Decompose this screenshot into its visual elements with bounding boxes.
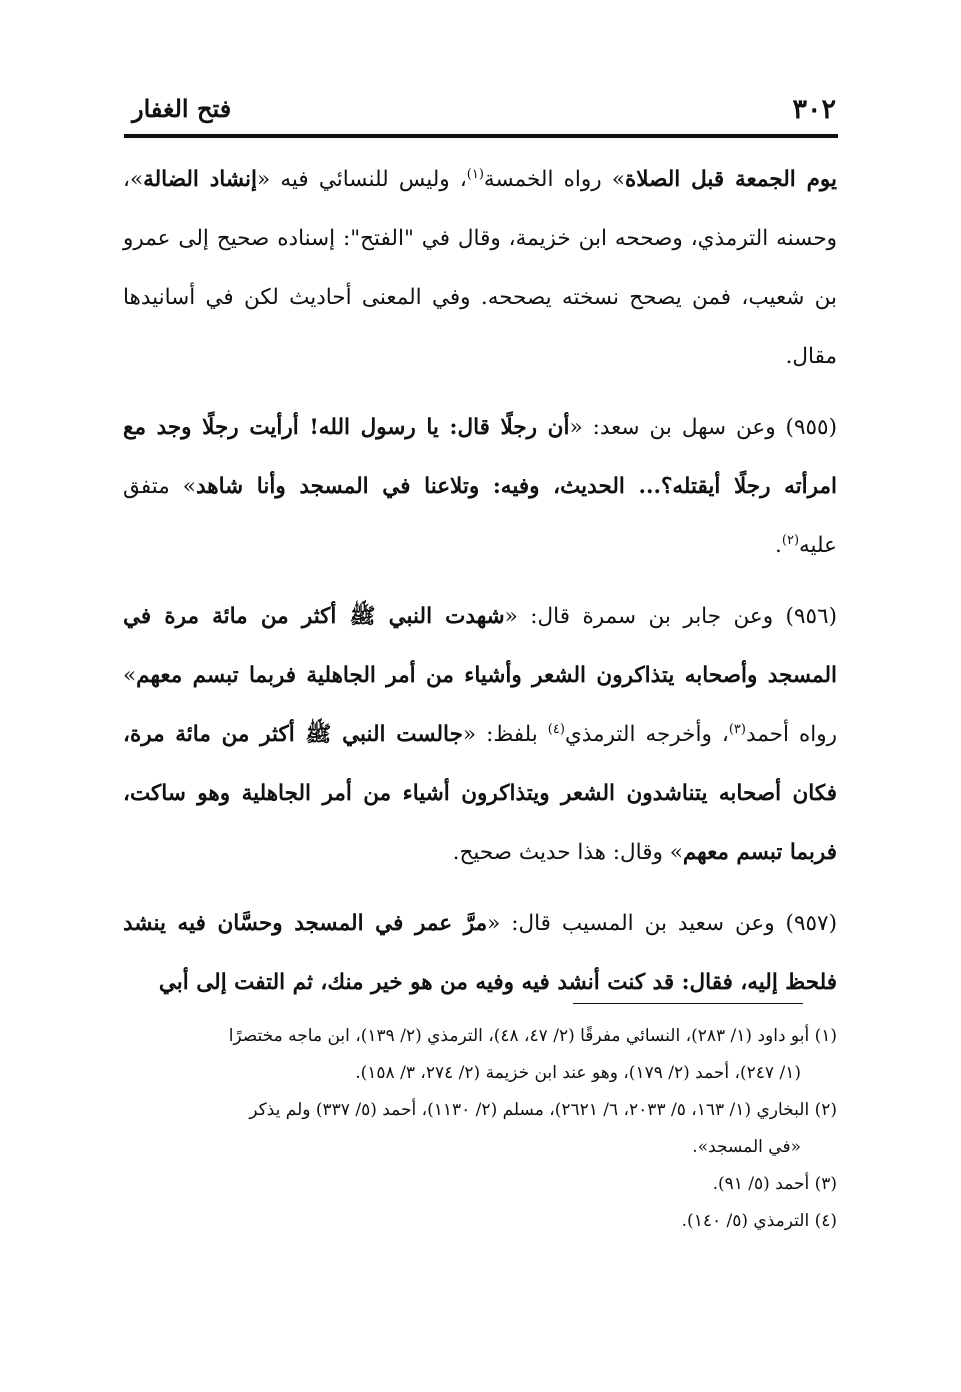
main-text: [123, 150, 837, 1012]
hadith-957: [123, 894, 837, 1012]
commentary-text: »، وحسنه الترمذي، وصححه ابن خزيمة، وقال في "الفتح": إسناده صحيح إلى عمرو بن شعيب، فمن يصحح نسخته يصححه. وفي المعنى أحاديث لكن في أسانيدها مقال.: [123, 167, 837, 369]
footnote-2: (٢) البخاري (١/ ١٦٣، ٥/ ٢٠٣٣، ٦/ ٢٦٢١)، مسلم (٢/ ١١٣٠)، أحمد (٥/ ٣٣٧) ولم يذكر: [249, 1100, 837, 1120]
footnote-1: (١) أبو داود (١/ ٢٨٣)، النسائي مفرقًا (٢/ ٤٧، ٤٨)، الترمذي (٢/ ١٣٩)، ابن ماجه مختصرًا: [228, 1026, 837, 1046]
commentary-text: » رواه الخمسة: [483, 167, 626, 192]
footnote-ref-2[interactable]: (٢): [781, 532, 800, 548]
header-divider: [124, 134, 838, 138]
hadith-intro: (٩٥٥) وعن سهل بن سعد: «: [569, 415, 837, 440]
hadith-text: أن رجلًا قال: يا رسول الله! أرأيت رجلًا وجد مع امرأته رجلًا أيقتله؟... الحديث، وفيه: وتلاعنا في المسجد وأنا شاهد: [123, 415, 837, 499]
commentary-text: » رواه أحمد: [123, 663, 837, 747]
footnote-ref-4[interactable]: (٤): [547, 721, 565, 737]
footnote-2-continuation: «في المسجد».: [692, 1137, 801, 1157]
footnote-3: (٣) أحمد (٥/ ٩١).: [712, 1174, 837, 1194]
page-number: ٣٠٢: [792, 94, 836, 125]
hadith-text: إنشاد الضالة: [143, 167, 257, 192]
hadith-text: جالست النبي ﷺ أكثر من مائة مرة، فكان أصحابه يتناشدون الشعر ويتذاكرون أشياء من أمر الجاهلية وهو ساكت، فربما تبسم معهم: [123, 722, 837, 865]
footnotes: [123, 1018, 837, 1240]
punctuation: .: [775, 533, 782, 558]
footnote-1-continuation: (١/ ٢٤٧)، أحمد (٢/ ١٧٩)، وهو عند ابن خزيمة (٢/ ٢٧٤، ٣/ ١٥٨).: [355, 1063, 801, 1083]
commentary-text: » متفق عليه: [123, 474, 837, 558]
footnote-ref-3[interactable]: (٣): [728, 721, 746, 737]
running-header: [126, 92, 836, 136]
commentary-text: ، وأخرجه الترمذي: [564, 722, 729, 747]
hadith-intro: (٩٥٦) وعن جابر بن سمرة قال: «: [504, 604, 837, 629]
hadith-intro: (٩٥٧) وعن سعيد بن المسيب قال: «: [487, 911, 837, 936]
paragraph-continuation: [123, 150, 837, 386]
hadith-955: [123, 398, 837, 575]
commentary-text: » وقال: هذا حديث صحيح.: [452, 840, 683, 865]
hadith-text: شهدت النبي ﷺ أكثر من مائة مرة في المسجد وأصحابه يتذاكرون الشعر وأشياء من أمر الجاهلية فربما تبسم معهم: [123, 604, 837, 688]
hadith-956: [123, 587, 837, 882]
book-title: فتح الغفار: [132, 94, 232, 123]
commentary-text: بلفظ: «: [462, 722, 548, 747]
footnote-ref-1[interactable]: (١): [466, 166, 484, 182]
hadith-text: يوم الجمعة قبل الصلاة: [625, 167, 837, 192]
footnote-4: (٤) الترمذي (٥/ ١٤٠).: [681, 1211, 837, 1231]
commentary-text: ، وليس للنسائي فيه «: [257, 167, 467, 192]
footnote-divider: [573, 1003, 803, 1004]
hadith-text: مرَّ عمر في المسجد وحسَّان فيه ينشد فلحظ إليه، فقال: قد كنت أنشد فيه وفيه من هو خير منك، ثم التفت إلى أبي: [123, 911, 837, 995]
